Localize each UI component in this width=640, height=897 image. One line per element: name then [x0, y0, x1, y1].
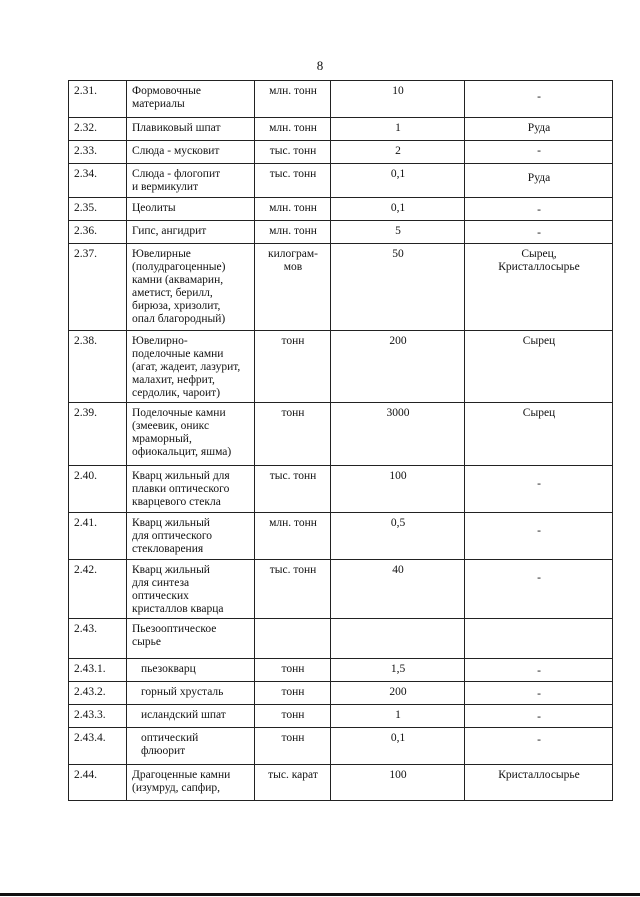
table-row [69, 198, 613, 221]
resource-name-cell: Плавиковый шпат [127, 118, 255, 141]
quantity-cell: 0,1 [331, 198, 465, 221]
note-cell: - [465, 198, 613, 221]
note-cell: - [465, 466, 613, 513]
unit-cell: тонн [255, 728, 331, 765]
quantity-cell [331, 619, 465, 659]
unit-cell: тыс. карат [255, 765, 331, 801]
resource-name-cell: Пьезооптическое сырье [127, 619, 255, 659]
unit-cell: тонн [255, 403, 331, 466]
resource-name-cell: Слюда - флогопит и вермикулит [127, 164, 255, 198]
resource-name-cell: Формовочные материалы [127, 81, 255, 118]
table-row [69, 682, 613, 705]
note-cell: Сырец [465, 403, 613, 466]
note-cell: Сырец [465, 331, 613, 403]
table-row [69, 118, 613, 141]
resource-name-cell: пьезокварц [127, 659, 255, 682]
unit-cell: тонн [255, 331, 331, 403]
table-row [69, 560, 613, 619]
table-row [69, 164, 613, 198]
quantity-cell: 0,1 [331, 164, 465, 198]
table-row [69, 705, 613, 728]
note-cell: - [465, 728, 613, 765]
quantity-cell: 1 [331, 118, 465, 141]
unit-cell: тыс. тонн [255, 164, 331, 198]
scan-edge [0, 893, 640, 896]
unit-cell: млн. тонн [255, 513, 331, 560]
resources-table [68, 80, 613, 801]
quantity-cell: 5 [331, 221, 465, 244]
unit-cell: тыс. тонн [255, 141, 331, 164]
resource-name-cell: Слюда - мусковит [127, 141, 255, 164]
quantity-cell: 2 [331, 141, 465, 164]
quantity-cell: 40 [331, 560, 465, 619]
unit-cell: тыс. тонн [255, 560, 331, 619]
unit-cell: млн. тонн [255, 221, 331, 244]
table-row [69, 141, 613, 164]
quantity-cell: 0,1 [331, 728, 465, 765]
quantity-cell: 10 [331, 81, 465, 118]
table-row [69, 513, 613, 560]
row-number-cell: 2.39. [69, 403, 127, 466]
row-number-cell: 2.43.1. [69, 659, 127, 682]
resource-name-cell: Ювелирно- поделочные камни (агат, жадеит, лазурит, малахит, нефрит, сердолик, чароит) [127, 331, 255, 403]
resource-name-cell: исландский шпат [127, 705, 255, 728]
table-row [69, 403, 613, 466]
resource-name-cell: Цеолиты [127, 198, 255, 221]
note-cell: Кристаллосырье [465, 765, 613, 801]
table-row [69, 221, 613, 244]
row-number-cell: 2.36. [69, 221, 127, 244]
note-cell: - [465, 81, 613, 118]
note-cell: - [465, 221, 613, 244]
resource-name-cell: оптический флюорит [127, 728, 255, 765]
row-number-cell: 2.43.2. [69, 682, 127, 705]
resource-name-cell: Ювелирные (полудрагоценные) камни (аквамарин, аметист, берилл, бирюза, хризолит, опал благородный) [127, 244, 255, 331]
row-number-cell: 2.42. [69, 560, 127, 619]
quantity-cell: 1,5 [331, 659, 465, 682]
quantity-cell: 100 [331, 466, 465, 513]
unit-cell [255, 619, 331, 659]
table-row [69, 466, 613, 513]
row-number-cell: 2.41. [69, 513, 127, 560]
row-number-cell: 2.38. [69, 331, 127, 403]
quantity-cell: 100 [331, 765, 465, 801]
row-number-cell: 2.43.4. [69, 728, 127, 765]
resource-name-cell: Кварц жильный для синтеза оптических кристаллов кварца [127, 560, 255, 619]
quantity-cell: 200 [331, 682, 465, 705]
table-row [69, 765, 613, 801]
quantity-cell: 3000 [331, 403, 465, 466]
unit-cell: млн. тонн [255, 198, 331, 221]
row-number-cell: 2.44. [69, 765, 127, 801]
table-row [69, 659, 613, 682]
note-cell: Руда [465, 118, 613, 141]
note-cell: - [465, 141, 613, 164]
unit-cell: тыс. тонн [255, 466, 331, 513]
table-row [69, 244, 613, 331]
note-cell: - [465, 682, 613, 705]
table-row [69, 619, 613, 659]
unit-cell: тонн [255, 705, 331, 728]
resource-name-cell: Гипс, ангидрит [127, 221, 255, 244]
row-number-cell: 2.33. [69, 141, 127, 164]
note-cell: Руда [465, 164, 613, 198]
quantity-cell: 0,5 [331, 513, 465, 560]
unit-cell: тонн [255, 659, 331, 682]
note-cell: - [465, 705, 613, 728]
resource-name-cell: Драгоценные камни (изумруд, сапфир, [127, 765, 255, 801]
row-number-cell: 2.43.3. [69, 705, 127, 728]
row-number-cell: 2.37. [69, 244, 127, 331]
resource-name-cell: Кварц жильный для плавки оптического кварцевого стекла [127, 466, 255, 513]
resource-name-cell: Поделочные камни (змеевик, оникс мраморный, офиокальцит, яшма) [127, 403, 255, 466]
resource-name-cell: горный хрусталь [127, 682, 255, 705]
quantity-cell: 1 [331, 705, 465, 728]
row-number-cell: 2.31. [69, 81, 127, 118]
note-cell: - [465, 659, 613, 682]
unit-cell: тонн [255, 682, 331, 705]
unit-cell: млн. тонн [255, 81, 331, 118]
row-number-cell: 2.32. [69, 118, 127, 141]
row-number-cell: 2.40. [69, 466, 127, 513]
note-cell: Сырец, Кристаллосырье [465, 244, 613, 331]
page-number: 8 [316, 58, 324, 73]
note-cell: - [465, 560, 613, 619]
table-row [69, 331, 613, 403]
row-number-cell: 2.34. [69, 164, 127, 198]
table-row [69, 728, 613, 765]
row-number-cell: 2.43. [69, 619, 127, 659]
row-number-cell: 2.35. [69, 198, 127, 221]
table-row [69, 81, 613, 118]
quantity-cell: 50 [331, 244, 465, 331]
note-cell: - [465, 513, 613, 560]
unit-cell: млн. тонн [255, 118, 331, 141]
resource-name-cell: Кварц жильный для оптического стекловарения [127, 513, 255, 560]
quantity-cell: 200 [331, 331, 465, 403]
note-cell [465, 619, 613, 659]
unit-cell: килограм- мов [255, 244, 331, 331]
